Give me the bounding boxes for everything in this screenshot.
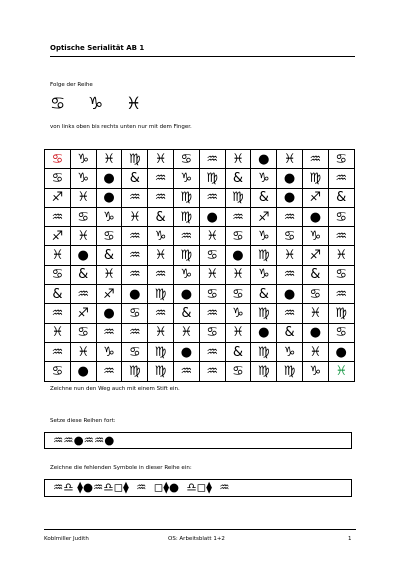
sequence-symbols [50, 94, 164, 114]
grid-cell[interactable]: ♒ [277, 304, 303, 323]
grid-cell[interactable]: & [122, 169, 148, 188]
grid-cell[interactable]: ● [251, 150, 277, 169]
grid-cell[interactable]: ● [96, 169, 122, 188]
grid-cell[interactable]: & [225, 169, 251, 188]
grid-cell[interactable]: ♍ [148, 285, 174, 304]
grid-cell[interactable]: ♒ [148, 304, 174, 323]
grid-cell[interactable]: ♓ [225, 150, 251, 169]
grid-cell[interactable]: ♒ [148, 169, 174, 188]
grid-cell[interactable]: ♒ [199, 188, 225, 207]
grid-cell[interactable]: & [251, 285, 277, 304]
grid-cell[interactable]: ♍ [199, 169, 225, 188]
grid-row [45, 342, 355, 361]
grid-cell[interactable]: ♒ [173, 362, 199, 381]
grid-cell[interactable]: ♑ [251, 227, 277, 246]
grid-cell[interactable]: ♓ [70, 342, 96, 361]
grid-cell[interactable]: ♓ [96, 265, 122, 284]
page-title: Optische Serialität AB 1 [50, 44, 145, 52]
grid-cell[interactable]: ♍ [251, 304, 277, 323]
grid-cell[interactable]: ♍ [148, 342, 174, 361]
grid-cell[interactable]: & [328, 188, 354, 207]
grid-cell[interactable]: ♒ [173, 227, 199, 246]
grid-cell[interactable]: ♋ [199, 285, 225, 304]
grid-cell[interactable]: ♓ [96, 150, 122, 169]
grid-cell[interactable]: ♒ [122, 188, 148, 207]
grid-cell[interactable]: ● [122, 285, 148, 304]
grid-cell[interactable]: ● [96, 304, 122, 323]
grid-cell[interactable]: ♍ [251, 246, 277, 265]
grid-row [45, 362, 355, 381]
grid-cell[interactable]: ♒ [328, 227, 354, 246]
grid-cell[interactable]: ♍ [302, 169, 328, 188]
grid-cell[interactable]: ♋ [122, 342, 148, 361]
grid-cell[interactable]: ♓ [328, 246, 354, 265]
grid-cell[interactable]: ♒ [225, 207, 251, 226]
grid-cell[interactable]: ● [302, 207, 328, 226]
missing-heading: Zeichne die fehlenden Symbole in dieser Reihe ein: [50, 465, 192, 471]
grid-cell[interactable]: ♓ [199, 227, 225, 246]
grid-cell[interactable]: ♒ [122, 246, 148, 265]
grid-cell[interactable]: ● [199, 207, 225, 226]
grid-cell[interactable]: ♓ [225, 323, 251, 342]
grid-cell[interactable]: ♋ [302, 285, 328, 304]
grid-row [45, 265, 355, 284]
grid-cell[interactable]: ♋ [70, 207, 96, 226]
grid-cell[interactable]: ♑ [173, 265, 199, 284]
grid-cell[interactable]: ♑ [225, 304, 251, 323]
grid-cell[interactable]: & [70, 265, 96, 284]
grid-cell[interactable]: ♑ [173, 169, 199, 188]
grid-cell[interactable]: ♋ [199, 246, 225, 265]
grid-cell[interactable]: ♓ [122, 207, 148, 226]
grid-cell[interactable]: ♋ [122, 304, 148, 323]
grid-cell[interactable]: & [45, 285, 71, 304]
grid-row [45, 285, 355, 304]
grid-cell[interactable]: ● [70, 246, 96, 265]
grid-cell[interactable]: ♑ [96, 342, 122, 361]
grid-cell[interactable]: ● [173, 285, 199, 304]
grid-cell[interactable]: & [277, 323, 303, 342]
grid-cell[interactable]: ♒ [199, 304, 225, 323]
grid-row [45, 246, 355, 265]
grid-cell[interactable]: ♓ [45, 246, 71, 265]
grid-row [45, 323, 355, 342]
continue-row-box[interactable]: ♒♒●♒♒● [44, 432, 352, 449]
footer-page-number: 1 [348, 536, 352, 542]
footer-divider [44, 529, 356, 530]
grid-cell[interactable]: & [251, 188, 277, 207]
grid-cell[interactable]: ♓ [199, 265, 225, 284]
pen-instruction: Zeichne nun den Weg auch mit einem Stift ein. [50, 386, 180, 392]
grid-cell[interactable]: ● [173, 342, 199, 361]
grid-cell[interactable]: ♓ [328, 362, 354, 381]
grid-cell[interactable]: ♑ [70, 169, 96, 188]
grid-cell[interactable]: ♑ [148, 227, 174, 246]
grid-cell[interactable]: ♒ [148, 265, 174, 284]
grid-cell[interactable]: ♒ [96, 323, 122, 342]
grid-cell[interactable]: ♓ [45, 323, 71, 342]
sequence-symbol: ♓ [126, 94, 142, 114]
grid-cell[interactable]: ♐ [96, 285, 122, 304]
grid-cell[interactable]: ♓ [225, 265, 251, 284]
grid-cell[interactable]: ♍ [225, 188, 251, 207]
sequence-label: Folge der Reihe [50, 82, 93, 88]
grid-cell[interactable]: ♐ [251, 207, 277, 226]
grid-cell[interactable]: ♒ [199, 362, 225, 381]
grid-cell[interactable]: ♒ [70, 285, 96, 304]
grid-cell[interactable]: ♋ [277, 227, 303, 246]
grid-cell[interactable]: & [225, 342, 251, 361]
grid-cell[interactable]: ♋ [225, 285, 251, 304]
grid-cell[interactable]: ● [225, 246, 251, 265]
grid-cell[interactable]: ♒ [199, 150, 225, 169]
footer-course: OS: Arbeitsblatt 1+2 [168, 536, 225, 542]
grid-cell[interactable]: ♍ [173, 207, 199, 226]
grid-cell[interactable]: ● [251, 323, 277, 342]
grid-cell[interactable]: ● [277, 188, 303, 207]
grid-cell[interactable]: & [173, 304, 199, 323]
grid-cell[interactable]: ♒ [199, 342, 225, 361]
grid-row [45, 188, 355, 207]
grid-cell[interactable]: ♋ [173, 150, 199, 169]
grid-cell[interactable]: ♍ [173, 246, 199, 265]
grid-cell[interactable]: ♍ [122, 150, 148, 169]
grid-cell[interactable]: ♒ [302, 150, 328, 169]
grid-cell[interactable]: ● [277, 285, 303, 304]
grid-cell[interactable]: ♋ [328, 323, 354, 342]
grid-cell[interactable]: ♓ [302, 342, 328, 361]
grid-cell[interactable]: ♑ [70, 150, 96, 169]
grid-cell[interactable]: ♋ [199, 323, 225, 342]
grid-cell[interactable]: ♒ [96, 362, 122, 381]
grid-cell[interactable]: ♒ [277, 207, 303, 226]
grid-cell[interactable]: ♓ [148, 323, 174, 342]
grid-cell[interactable]: ♍ [251, 342, 277, 361]
finger-instruction: von links oben bis rechts unten nur mit dem Finger. [50, 124, 192, 130]
grid-cell[interactable]: & [148, 207, 174, 226]
sequence-symbol: ♑ [88, 94, 104, 114]
grid-cell[interactable]: ♒ [122, 227, 148, 246]
grid-cell[interactable]: ♒ [45, 304, 71, 323]
grid-cell[interactable]: ♋ [45, 265, 71, 284]
grid-cell[interactable]: ♍ [122, 362, 148, 381]
grid-cell[interactable]: ♑ [302, 227, 328, 246]
sequence-symbol: ♋ [50, 94, 66, 114]
continue-heading: Setze diese Reihen fort: [50, 418, 116, 424]
grid-cell[interactable]: ♋ [328, 150, 354, 169]
grid-cell[interactable]: ♐ [70, 304, 96, 323]
grid-cell[interactable]: ♍ [328, 304, 354, 323]
grid-row [45, 169, 355, 188]
grid-cell[interactable]: ♍ [277, 362, 303, 381]
grid-row [45, 227, 355, 246]
grid-cell[interactable]: ♐ [45, 188, 71, 207]
grid-cell[interactable]: ♓ [70, 227, 96, 246]
grid-cell[interactable]: ♓ [70, 188, 96, 207]
grid-cell[interactable]: ♒ [45, 342, 71, 361]
grid-row [45, 150, 355, 169]
grid-cell[interactable]: ♓ [173, 323, 199, 342]
grid-cell[interactable]: ♐ [302, 188, 328, 207]
grid-cell[interactable]: ● [70, 362, 96, 381]
grid-cell[interactable]: ♋ [70, 323, 96, 342]
title-divider [50, 56, 355, 57]
grid-cell[interactable]: ♋ [328, 207, 354, 226]
footer-author: Koblmiller Judith [44, 536, 89, 542]
grid-cell[interactable]: ♒ [328, 169, 354, 188]
grid-cell[interactable]: ♒ [148, 188, 174, 207]
grid-cell[interactable]: ♑ [96, 207, 122, 226]
grid-cell[interactable]: & [96, 246, 122, 265]
grid-cell[interactable]: ♋ [96, 227, 122, 246]
grid-cell[interactable]: ♑ [277, 342, 303, 361]
grid-cell[interactable]: ♍ [251, 362, 277, 381]
grid-cell[interactable]: ● [96, 188, 122, 207]
grid-cell[interactable]: ♒ [122, 323, 148, 342]
grid-cell[interactable]: ♒ [328, 285, 354, 304]
grid-cell[interactable]: ♓ [277, 150, 303, 169]
grid-cell[interactable]: ♋ [328, 265, 354, 284]
grid-cell[interactable]: ● [302, 323, 328, 342]
grid-cell[interactable]: ♓ [148, 150, 174, 169]
grid-cell[interactable]: ♐ [302, 246, 328, 265]
grid-cell[interactable]: & [302, 265, 328, 284]
grid-cell[interactable]: ♓ [148, 246, 174, 265]
grid-cell[interactable]: ♑ [302, 362, 328, 381]
grid-cell[interactable]: ♍ [173, 188, 199, 207]
grid-cell[interactable]: ♋ [225, 362, 251, 381]
grid-cell[interactable]: ♋ [45, 169, 71, 188]
grid-cell[interactable]: ● [328, 342, 354, 361]
grid-cell[interactable]: ♒ [277, 265, 303, 284]
grid-cell[interactable]: ● [277, 169, 303, 188]
grid-cell[interactable]: ♓ [277, 246, 303, 265]
grid-cell[interactable]: ♋ [45, 362, 71, 381]
grid-cell[interactable]: ♑ [251, 169, 277, 188]
grid-cell[interactable]: ♋ [45, 150, 71, 169]
grid-cell[interactable]: ♒ [122, 265, 148, 284]
grid-row [45, 304, 355, 323]
grid-cell[interactable]: ♒ [45, 207, 71, 226]
symbol-grid [44, 149, 355, 382]
grid-cell[interactable]: ♓ [302, 304, 328, 323]
grid-cell[interactable]: ♋ [225, 227, 251, 246]
grid-cell[interactable]: ♐ [45, 227, 71, 246]
missing-row-box[interactable]: ♒♎ ⧫●♒♎◻⧫ ♒ ◻⧫● ♎◻⧫ ♒ [44, 479, 352, 497]
grid-cell[interactable]: ♑ [251, 265, 277, 284]
grid-cell[interactable]: ♍ [148, 362, 174, 381]
grid-row [45, 207, 355, 226]
